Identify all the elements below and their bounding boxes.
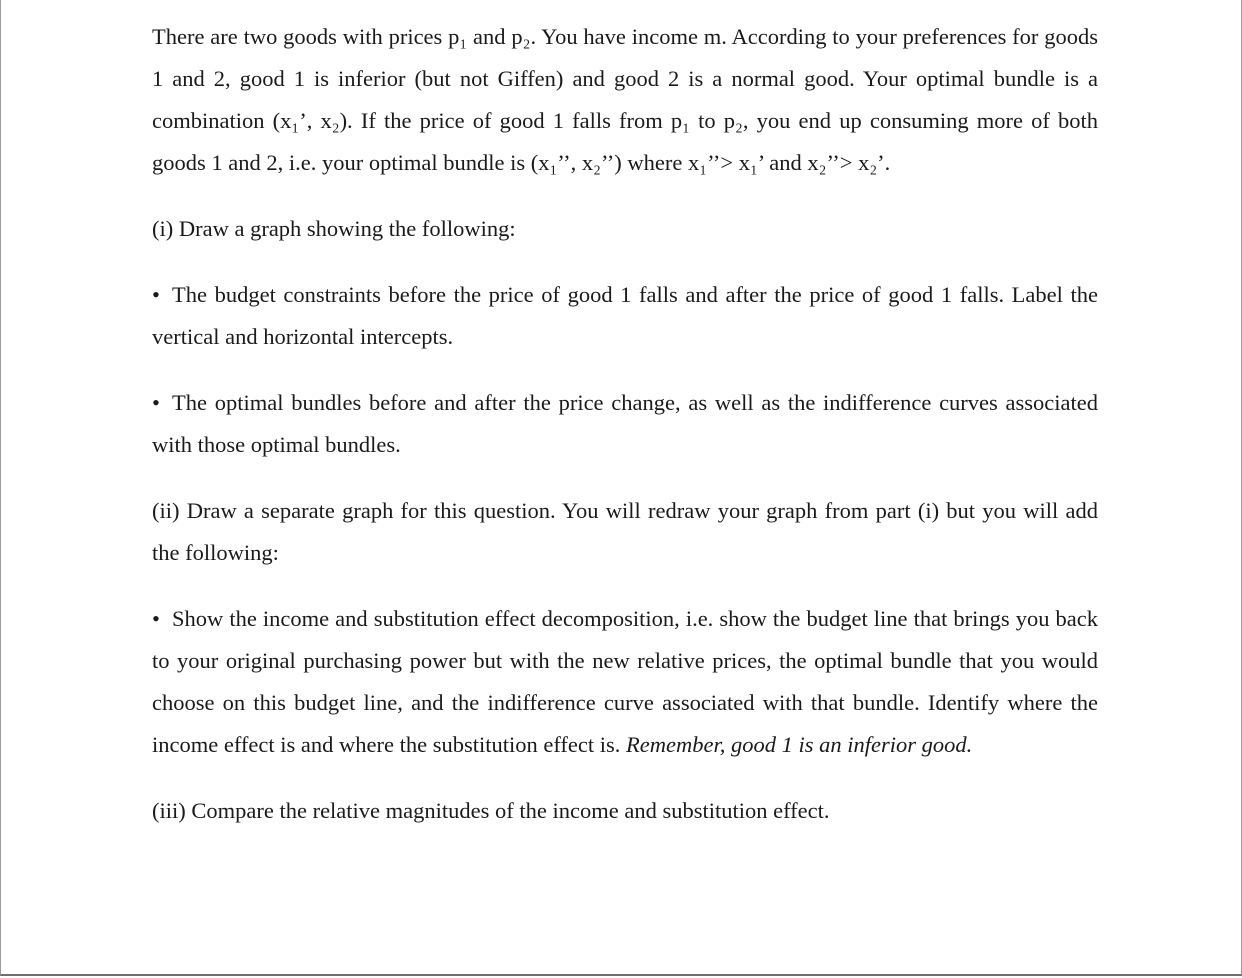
bullet-icon: •: [152, 606, 160, 631]
part-i-heading: (i) Draw a graph showing the following:: [152, 216, 516, 241]
bullet-budget-constraints: [152, 274, 1098, 358]
bullet-italic-note: Remember, good 1 is an inferior good.: [626, 732, 973, 757]
bullet-decomposition: [152, 598, 1098, 766]
document-body: [152, 16, 1098, 832]
bullet-text: Show the income and substitution effect decomposition, i.e. show the budget line that brings you back to your original purchasing power but with the new relative prices, the optimal bundle that you would choose on this budget line, and the indifference curve associated with that bundle. Identify where the income effect is and where the substitution effect is.: [152, 606, 1098, 757]
bullet-text: The optimal bundles before and after the price change, as well as the indifference curves associated with those optimal bundles.: [152, 390, 1098, 457]
part-iii-heading: (iii) Compare the relative magnitudes of the income and substitution effect.: [152, 798, 830, 823]
part-ii-heading: (ii) Draw a separate graph for this question. You will redraw your graph from part (i) but you will add the following:: [152, 498, 1098, 565]
bullet-icon: •: [152, 390, 160, 415]
intro-paragraph: There are two goods with prices p₁ and p₂. You have income m. According to your preferences for goods 1 and 2, good 1 is inferior (but not Giffen) and good 2 is a normal good. Your optimal bundle is a combination (x₁’, x₂). If the price of good 1 falls from p₁ to p₂, you end up consuming more of both goods 1 and 2, i.e. your optimal bundle is (x₁’’, x₂’’) where x₁’’> x₁’ and x₂’’> x₂’.: [152, 24, 1098, 175]
bullet-icon: •: [152, 282, 160, 307]
bullet-text: The budget constraints before the price of good 1 falls and after the price of good 1 falls. Label the vertical and horizontal intercepts.: [152, 282, 1098, 349]
bullet-optimal-bundles: [152, 382, 1098, 466]
